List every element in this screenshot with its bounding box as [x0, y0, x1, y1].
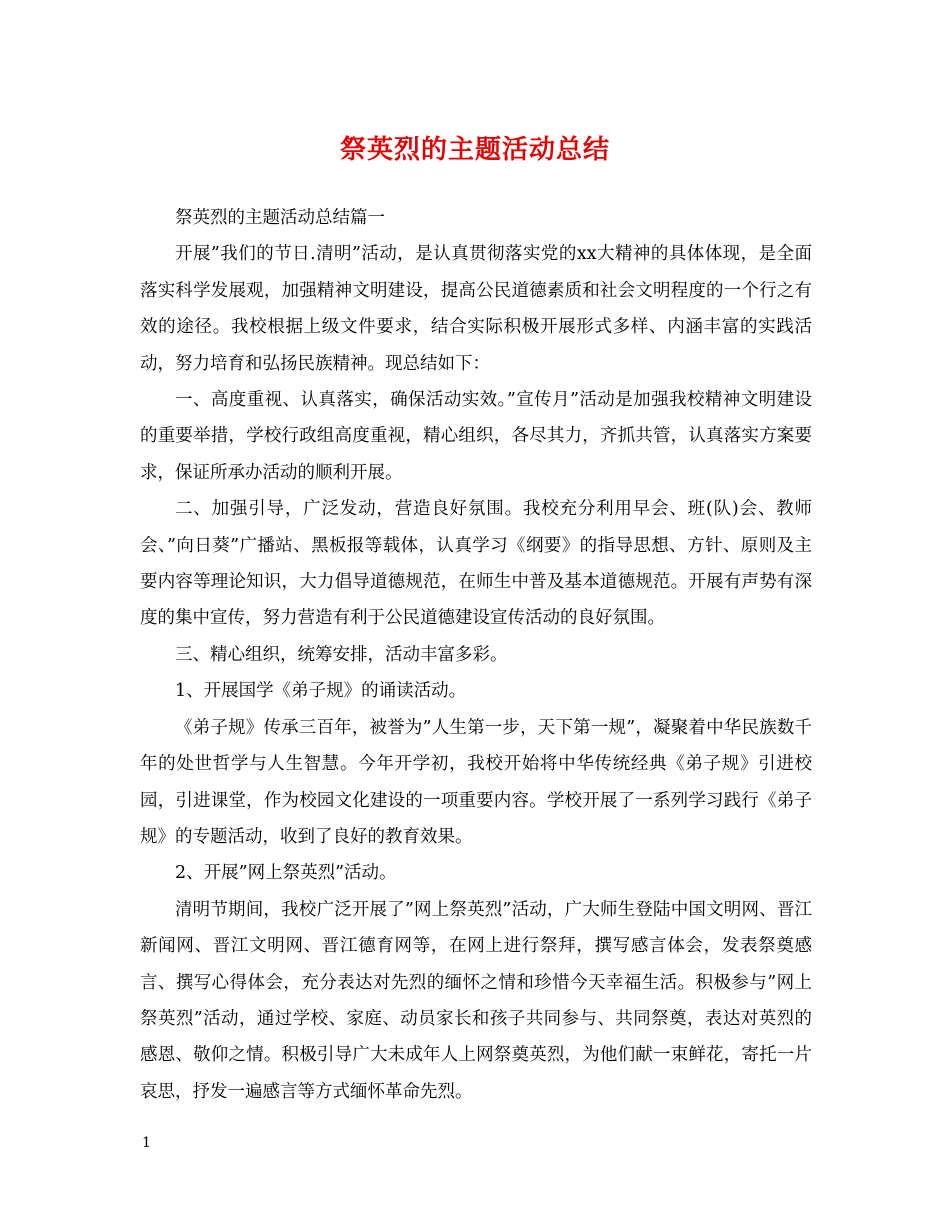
paragraph-point-three: 三、精心组织，统筹安排，活动丰富多彩。 [175, 644, 508, 665]
subheading-online-memorial: 2、开展”网上祭英烈”活动。 [175, 863, 397, 884]
paragraph-online-memorial: 清明节期间，我校广泛开展了”网上祭英烈”活动，广大师生登陆中国文明网、晋江新闻网、晋江文明网、晋江德育网等，在网上进行祭拜，撰写感言体会，发表祭奠感言、撰写心得体会，充分表达对先烈的缅怀之情和珍惜今天幸福生活。积极参与”网上祭英烈”活动，通过学校、家庭、动员家长和孩子共同参与、共同祭奠，表达对英烈的感恩、敬仰之情。积极引导广大未成年人上网祭奠英烈，为他们献一束鲜花，寄托一片哀思，抒发一遍感言等方式缅怀革命先烈。 [140, 899, 812, 1102]
subheading-dizigui: 1、开展国学《弟子规》的诵读活动。 [175, 681, 467, 702]
paragraph-point-two: 二、加强引导，广泛发动，营造良好氛围。我校充分利用早会、班(队)会、教师会、”向日葵”广播站、黑板报等载体，认真学习《纲要》的指导思想、方针、原则及主要内容等理论知识，大力倡导道德规范，在师生中普及基本道德规范。开展有声势有深度的集中宣传，努力营造有利于公民道德建设宣传活动的良好氛围。 [140, 499, 812, 629]
document-body [140, 200, 812, 1110]
section-heading: 祭英烈的主题活动总结篇一 [175, 208, 385, 228]
paragraph-intro: 开展”我们的节日.清明”活动，是认真贯彻落实党的xx大精神的具体体现，是全面落实科学发展观，加强精神文明建设，提高公民道德素质和社会文明程度的一个行之有效的途径。我校根据上级文件要求，结合实际积极开展形式多样、内涵丰富的实践活动，努力培育和弘扬民族精神。现总结如下： [140, 244, 812, 374]
paragraph-point-one: 一、高度重视、认真落实，确保活动实效。”宣传月”活动是加强我校精神文明建设的重要举措，学校行政组高度重视，精心组织，各尽其力，齐抓共管，认真落实方案要求，保证所承办活动的顺利开展。 [140, 390, 812, 483]
document-title: 祭英烈的主题活动总结 [339, 135, 610, 165]
page-number: 1 [142, 1135, 151, 1151]
paragraph-dizigui: 《弟子规》传承三百年，被誉为”人生第一步，天下第一规”，凝聚着中华民族数千年的处世哲学与人生智慧。今年开学初，我校开始将中华传统经典《弟子规》引进校园，引进课堂，作为校园文化建设的一项重要内容。学校开展了一系列学习践行《弟子规》的专题活动，收到了良好的教育效果。 [140, 717, 812, 847]
